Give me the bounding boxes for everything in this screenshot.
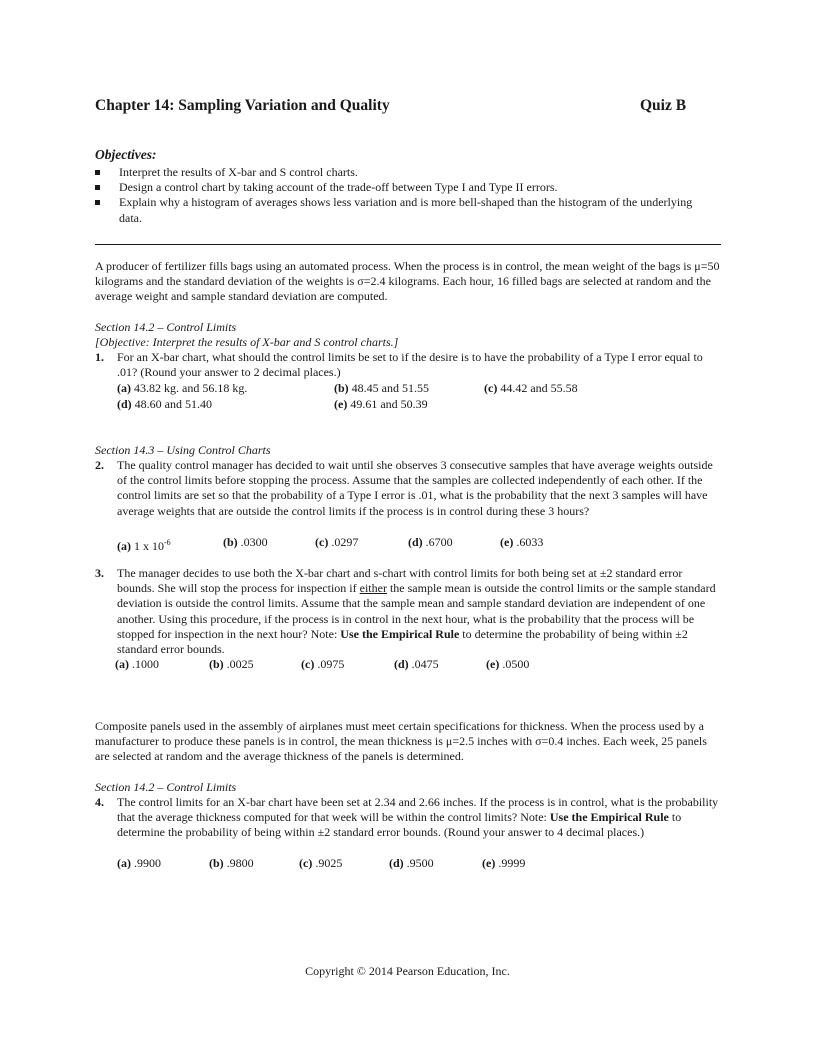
option-b[interactable]: (b) 48.45 and 51.55: [334, 381, 429, 395]
objectives-heading: Objectives:: [95, 147, 157, 162]
option-a[interactable]: (a) .1000: [115, 657, 159, 671]
question-number: 4.: [95, 795, 104, 809]
question-2: [95, 458, 723, 519]
option-c[interactable]: (c) 44.42 and 55.58: [484, 381, 578, 395]
option-a[interactable]: (a) 1 x $10^{-6}$: [117, 538, 171, 553]
option-d[interactable]: (d) .9500: [389, 856, 434, 870]
section-objective: [Objective: Interpret the results of X-bar and S control charts.]: [95, 335, 399, 349]
option-c[interactable]: (c) .0297: [315, 535, 359, 549]
option-e[interactable]: (e) .6033: [500, 535, 544, 549]
chapter-title: Chapter 14: Sampling Variation and Quality: [95, 97, 390, 114]
option-c[interactable]: (c) .0975: [301, 657, 345, 671]
objective-item: Design a control chart by taking account of the trade-off between Type I and Type II errors.: [95, 180, 715, 195]
q3-options: [115, 657, 715, 675]
section-heading: Section 14.2 – Control Limits: [95, 780, 237, 794]
option-b[interactable]: (b) .0300: [223, 535, 268, 549]
bullet-icon: [95, 170, 100, 175]
q4-options: [117, 856, 717, 874]
section-heading: Section 14.3 – Using Control Charts: [95, 443, 271, 457]
objective-item: Interpret the results of X-bar and S control charts.: [95, 165, 715, 180]
question-number: 2.: [95, 458, 104, 472]
question-text: The manager decides to use both the X-bar chart and s-chart with control limits for both being set at ±2 standard error bounds. She will stop the process for inspection if either the sample mean is outside the control limits or the sample standard deviation is outside the control limits. Assume that the sample mean and sample standard deviation are independent of one another. Using this procedure, if the process is in control in the next hour, what is the probability that the process will be stopped for inspection in the next hour? Note: Use the Empirical Rule to determine the probability of being within ±2 standard error bounds.: [117, 566, 716, 657]
option-a[interactable]: (a) 43.82 kg. and 56.18 kg.: [117, 381, 248, 395]
question-text: The control limits for an X-bar chart have been set at 2.34 and 2.66 inches. If the process is in control, what is the probability that the average thickness computed for that week will be within the control limits? Note: Use the Empirical Rule to determine the probability of being within ±2 standard error bounds. (Round your answer to 4 decimal places.): [117, 795, 719, 840]
option-e[interactable]: (e) .9999: [482, 856, 526, 870]
copyright-footer: Copyright © 2014 Pearson Education, Inc.: [305, 964, 510, 978]
scenario-fertilizer: A producer of fertilizer fills bags using an automated process. When the process is in control, the mean weight of the bags is μ=50 kilograms and the standard deviation of the weights is σ=2.4 kilograms. Each hour, 16 filled bags are selected at random and the average weight and sample standard deviation are computed.: [95, 259, 720, 304]
bullet-icon: [95, 185, 100, 190]
question-1: [95, 350, 723, 380]
option-d[interactable]: (d) 48.60 and 51.40: [117, 397, 212, 411]
option-a[interactable]: (a) .9900: [117, 856, 161, 870]
objectives-list: [95, 165, 715, 226]
option-b[interactable]: (b) .9800: [209, 856, 254, 870]
option-e[interactable]: (e) 49.61 and 50.39: [334, 397, 428, 411]
q2-options: [117, 535, 717, 553]
scenario-panels: Composite panels used in the assembly of airplanes must meet certain specifications for thickness. When the process used by a manufacturer to produce these panels is in control, the mean thickness is μ=2.5 inches with σ=0.4 inches. Each week, 25 panels are selected at random and the average thickness of the panels is determined.: [95, 719, 707, 764]
question-text: The quality control manager has decided to wait until she observes 3 consecutive samples that have average weights outside of the control limits before stopping the process. Assume that the samples are collected independently of each other. If the control limits are set so that the probability of a Type I error is .01, what is the probability that the next 3 samples will have average weights that are outside the control limits if the process is in control during these 3 hours?: [117, 458, 713, 518]
option-d[interactable]: (d) .0475: [394, 657, 439, 671]
question-number: 3.: [95, 566, 104, 580]
question-number: 1.: [95, 350, 104, 364]
question-3: [95, 566, 723, 657]
question-text: For an X-bar chart, what should the control limits be set to if the desire is to have the probability of a Type I error equal to .01? (Round your answer to 2 decimal places.): [117, 350, 703, 380]
option-e[interactable]: (e) .0500: [486, 657, 530, 671]
question-4: [95, 795, 723, 841]
bullet-icon: [95, 200, 100, 205]
option-c[interactable]: (c) .9025: [299, 856, 343, 870]
section-heading: Section 14.2 – Control Limits: [95, 320, 237, 334]
objective-item: Explain why a histogram of averages shows less variation and is more bell-shaped than the histogram of the underlying data.: [95, 195, 715, 225]
quiz-label: Quiz B: [640, 97, 687, 114]
option-b[interactable]: (b) .0025: [209, 657, 254, 671]
divider: [95, 244, 721, 245]
option-d[interactable]: (d) .6700: [408, 535, 453, 549]
q1-options: [117, 381, 717, 415]
